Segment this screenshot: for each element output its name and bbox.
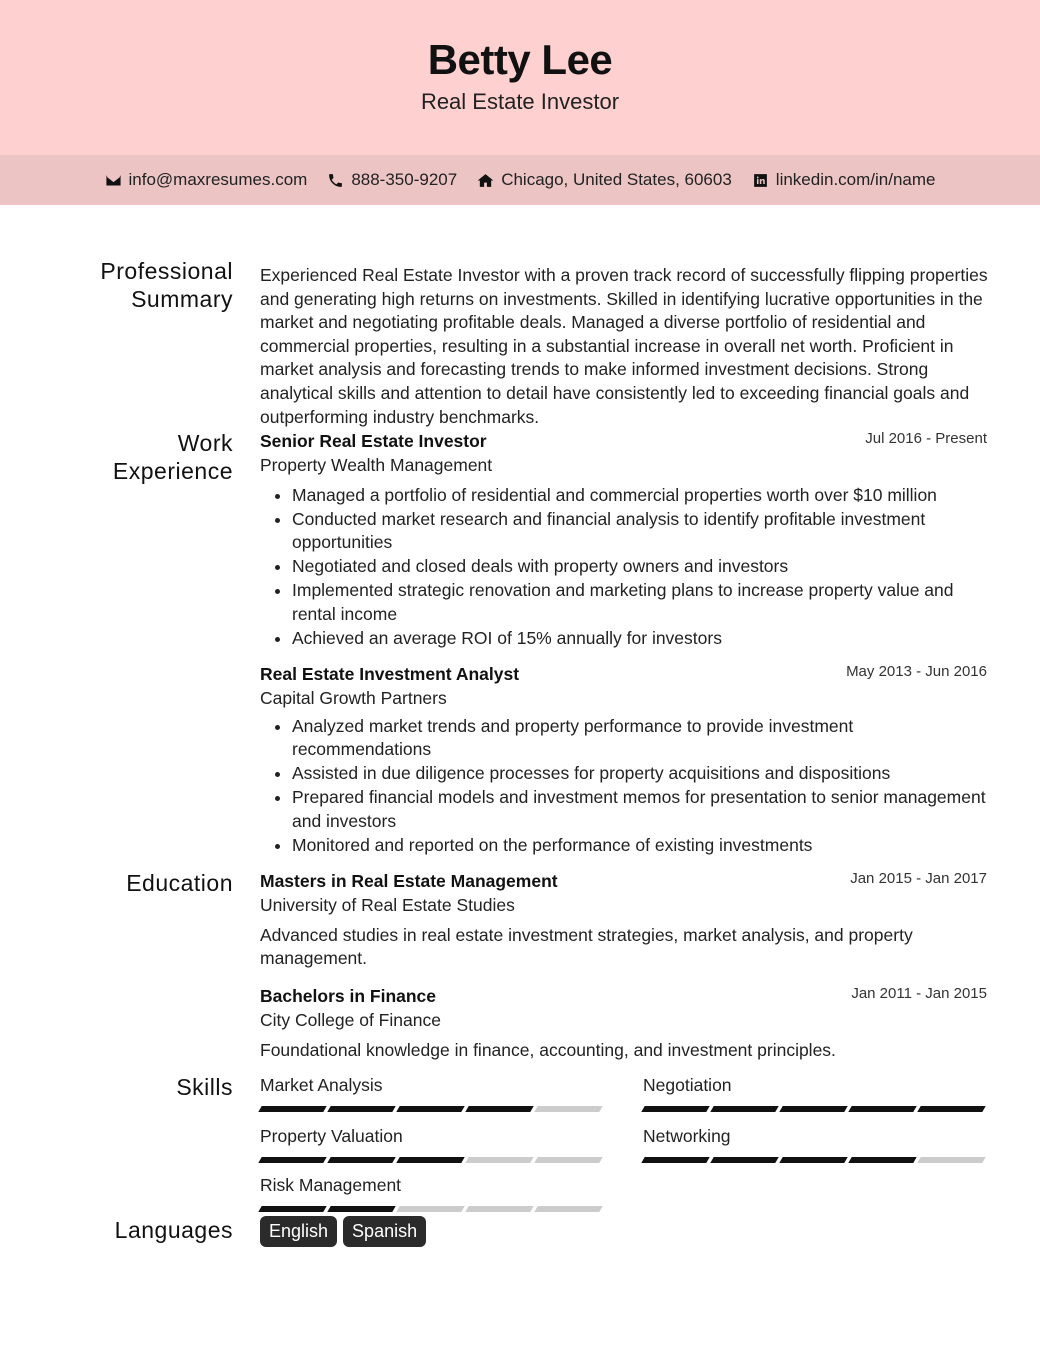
skill-level-bar	[643, 1106, 987, 1112]
job-bullet: • Conducted market research and financial analysis to identify profitable investment opportunities	[292, 508, 987, 555]
contact-phone-text: 888-350-9207	[351, 170, 458, 189]
job-company: Property Wealth Management	[260, 455, 493, 475]
education-school: City College of Finance	[260, 1010, 441, 1030]
job-title: Senior Real Estate Investor	[260, 431, 487, 451]
skill-segment-filled	[396, 1157, 464, 1163]
job-dates: May 2013 - Jun 2016	[846, 663, 987, 680]
job-bullet: • Assisted in due diligence processes for property acquisitions and dispositions	[292, 762, 987, 785]
skill-level-bar	[643, 1157, 987, 1163]
section-title-languages: Languages	[114, 1217, 233, 1243]
skill-name: Market Analysis	[260, 1075, 383, 1095]
skill-segment-filled	[848, 1157, 916, 1163]
skill-level-bar	[260, 1157, 604, 1163]
job-bullet: • Monitored and reported on the performance of existing investments	[292, 834, 987, 857]
section-title-summary	[100, 257, 233, 313]
contact-phone[interactable]	[327, 170, 457, 190]
skill-segment-empty	[396, 1206, 464, 1212]
language-list	[260, 1216, 426, 1247]
skill-segment-filled	[710, 1106, 778, 1112]
skill-level-bar	[260, 1106, 604, 1112]
job-bullet: • Analyzed market trends and property performance to provide investment recommendations	[292, 715, 987, 762]
skill-name: Negotiation	[643, 1075, 732, 1095]
skill-segment-filled	[779, 1157, 847, 1163]
job-dates: Jul 2016 - Present	[865, 430, 987, 447]
contact-bar	[0, 155, 1040, 205]
skill-segment-filled	[917, 1106, 985, 1112]
skill-segment-filled	[848, 1106, 916, 1112]
skill-name: Risk Management	[260, 1175, 402, 1195]
language-pill: English	[260, 1216, 337, 1247]
section-title-work	[113, 429, 233, 485]
skill-item	[260, 1074, 604, 1112]
skill-segment-filled	[465, 1106, 533, 1112]
contact-linkedin-text: linkedin.com/in/name	[775, 170, 936, 189]
phone-icon	[327, 172, 344, 189]
skill-item	[260, 1125, 604, 1163]
candidate-name: Betty Lee	[427, 36, 613, 83]
skill-name: Property Valuation	[260, 1126, 403, 1146]
skill-segment-filled	[396, 1106, 464, 1112]
skill-segment-empty	[534, 1206, 602, 1212]
experience-item	[260, 663, 987, 858]
job-bullet: • Achieved an average ROI of 15% annually for investors	[292, 627, 987, 650]
education-school: University of Real Estate Studies	[260, 895, 515, 915]
contact-location-text: Chicago, United States, 60603	[501, 170, 732, 189]
skill-segment-filled	[641, 1157, 709, 1163]
job-bullets	[260, 715, 987, 857]
skill-name: Networking	[643, 1126, 731, 1146]
job-title: Real Estate Investment Analyst	[260, 664, 520, 684]
skill-item	[643, 1125, 987, 1163]
skill-segment-filled	[258, 1157, 326, 1163]
section-title-education: Education	[126, 870, 233, 896]
job-company: Capital Growth Partners	[260, 688, 447, 708]
contact-email-text: info@maxresumes.com	[128, 170, 308, 189]
education-dates: Jan 2011 - Jan 2015	[851, 985, 987, 1002]
resume-header	[0, 0, 1040, 155]
section-title-line: Experience	[112, 458, 233, 484]
skill-item	[643, 1074, 987, 1112]
section-title-line: Work	[177, 430, 233, 456]
education-item	[260, 870, 987, 971]
education-description: Advanced studies in real estate investment strategies, market analysis, and property management.	[260, 925, 913, 969]
skill-segment-filled	[258, 1106, 326, 1112]
contact-email[interactable]	[105, 170, 308, 190]
envelope-icon	[105, 172, 122, 189]
contact-linkedin[interactable]	[752, 170, 936, 190]
education-item	[260, 985, 987, 1062]
job-bullet: • Managed a portfolio of residential and commercial properties worth over $10 million	[292, 484, 987, 507]
skill-segment-filled	[641, 1106, 709, 1112]
skill-segment-empty	[465, 1157, 533, 1163]
contact-location	[477, 170, 732, 190]
summary-text: Experienced Real Estate Investor with a proven track record of successfully flipping properties and generating high returns on investments. Skilled in identifying lucrative opportunities in the market and negotiating profitable deals. Managed a diverse portfolio of residential and commercial properties, resulting in a substantial increase in overall net worth. Proficient in market analysis and forecasting trends to make informed investment decisions. Strong analytical skills and attention to detail have consistently led to exceeding financial goals and outperforming industry benchmarks.	[260, 265, 988, 427]
education-dates: Jan 2015 - Jan 2017	[850, 870, 987, 887]
education-degree: Bachelors in Finance	[260, 986, 437, 1006]
section-title-line: Professional	[100, 258, 233, 284]
education-description: Foundational knowledge in finance, accounting, and investment principles.	[260, 1040, 836, 1060]
job-bullets	[260, 484, 987, 650]
skill-segment-filled	[327, 1206, 395, 1212]
candidate-title: Real Estate Investor	[420, 89, 620, 114]
education-degree: Masters in Real Estate Management	[260, 871, 558, 891]
job-bullet: • Negotiated and closed deals with property owners and investors	[292, 555, 987, 578]
skill-segment-empty	[465, 1206, 533, 1212]
section-title-line: Summary	[131, 286, 233, 312]
skill-item	[260, 1174, 604, 1212]
skill-segment-filled	[327, 1106, 395, 1112]
skill-segment-filled	[710, 1157, 778, 1163]
skill-segment-filled	[327, 1157, 395, 1163]
language-pill: Spanish	[343, 1216, 426, 1247]
job-bullet: • Implemented strategic renovation and marketing plans to increase property value and rental income	[292, 579, 987, 626]
experience-item	[260, 430, 987, 651]
skill-segment-empty	[534, 1106, 602, 1112]
skill-segment-filled	[779, 1106, 847, 1112]
linkedin-icon	[752, 172, 769, 189]
home-icon	[477, 172, 494, 189]
skill-segment-filled	[258, 1206, 326, 1212]
job-bullet: • Prepared financial models and investment memos for presentation to senior management and investors	[292, 786, 987, 833]
skill-segment-empty	[917, 1157, 985, 1163]
skill-segment-empty	[534, 1157, 602, 1163]
section-title-skills: Skills	[176, 1074, 233, 1100]
skill-level-bar	[260, 1206, 604, 1212]
